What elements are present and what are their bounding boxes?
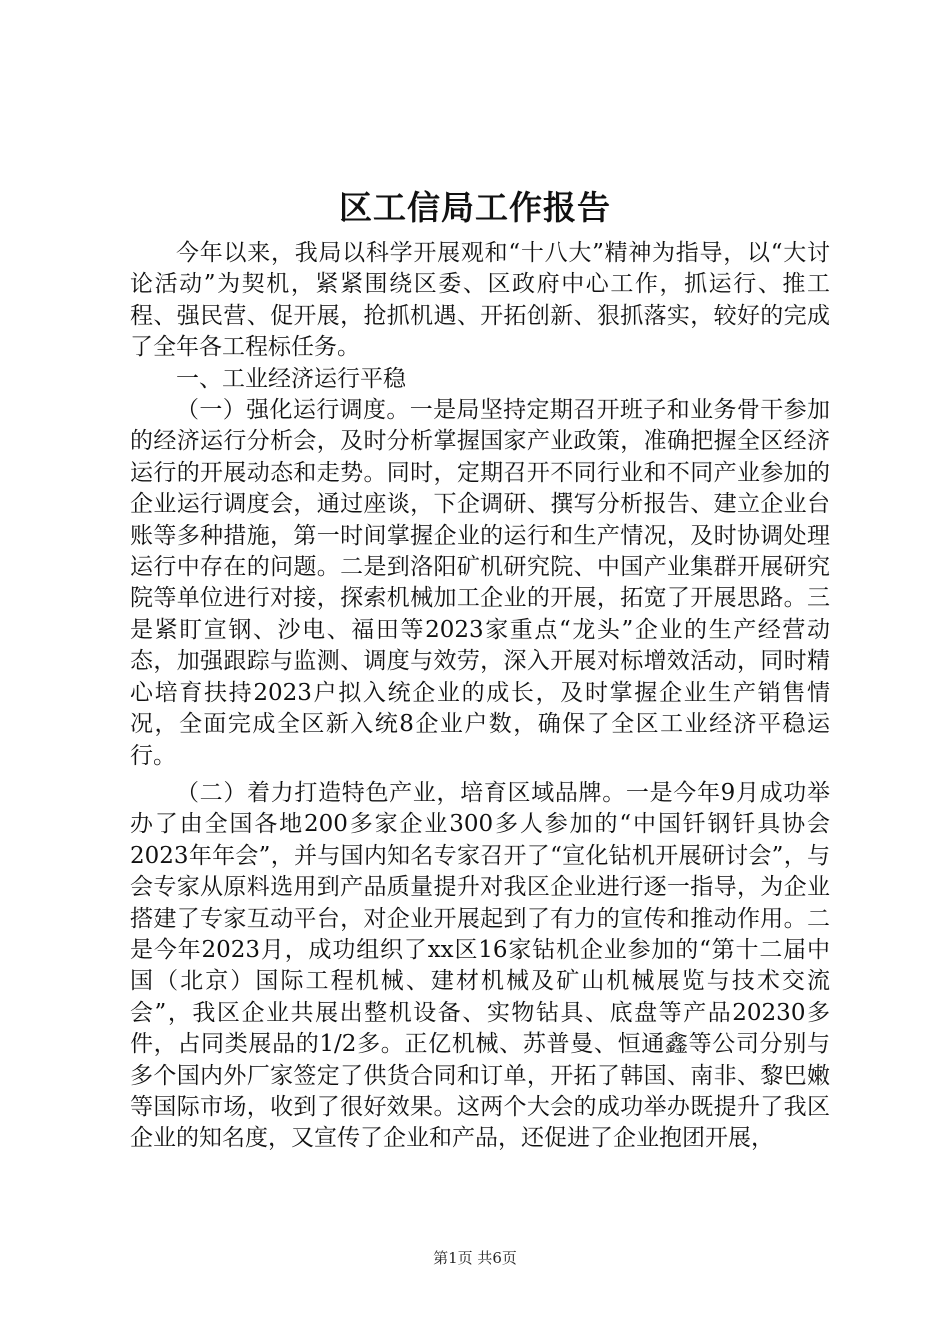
page-number-footer: 第1页 共6页 xyxy=(433,1249,517,1267)
section-heading: 一、工业经济运行平稳 xyxy=(176,365,406,392)
document-body xyxy=(130,238,830,1155)
intro-paragraph: 今年以来，我局以科学开展观和“十八大”精神为指导，以“大讨论活动”为契机，紧紧围绕区委、区政府中心工作，抓运行、推工程、强民营、促开展，抢抓机遇、开拓创新、狠抓落实，较好的完成了全年各工程标任务。 xyxy=(130,240,830,361)
document-title: 区工信局工作报告 xyxy=(339,188,611,227)
subsection-paragraph-2: （二）着力打造特色产业，培育区域品牌。一是今年9月成功举办了由全国各地200多家企业300多人参加的“中国钎钢钎具协会2023年年会”，并与国内知名专家召开了“宣化钻机开展研讨会”，与会专家从原料选用到产品质量提升对我区企业进行逐一指导，为企业搭建了专家互动平台，对企业开展起到了有力的宣传和推动作用。二是今年2023月，成功组织了xx区16家钻机企业参加的“第十二届中国（北京）国际工程机械、建材机械及矿山机械展览与技术交流会”，我区企业共展出整机设备、实物钻具、底盘等产品20230多件，占同类展品的1/2多。正亿机械、苏普曼、恒通鑫等公司分别与多个国内外厂家签定了供货合同和订单，开拓了韩国、南非、黎巴嫩等国际市场，收到了很好效果。这两个大会的成功举办既提升了我区企业的知名度，又宣传了企业和产品，还促进了企业抱团开展， xyxy=(130,779,830,1152)
subsection-paragraph-1: （一）强化运行调度。一是局坚持定期召开班子和业务骨干参加的经济运行分析会，及时分析掌握国家产业政策，准确把握全区经济运行的开展动态和走势。同时，定期召开不同行业和不同产业参加的企业运行调度会，通过座谈，下企调研、撰写分析报告、建立企业台账等多种措施，第一时间掌握企业的运行和生产情况，及时协调处理运行中存在的问题。二是到洛阳矿机研究院、中国产业集群开展研究院等单位进行对接，探索机械加工企业的开展，拓宽了开展思路。三是紧盯宣钢、沙电、福田等2023家重点“龙头”企业的生产经营动态，加强跟踪与监测、调度与效劳，深入开展对标增效活动，同时精心培育扶持2023户拟入统企业的成长，及时掌握企业生产销售情况，全面完成全区新入统8企业户数，确保了全区工业经济平稳运行。 xyxy=(130,397,830,769)
